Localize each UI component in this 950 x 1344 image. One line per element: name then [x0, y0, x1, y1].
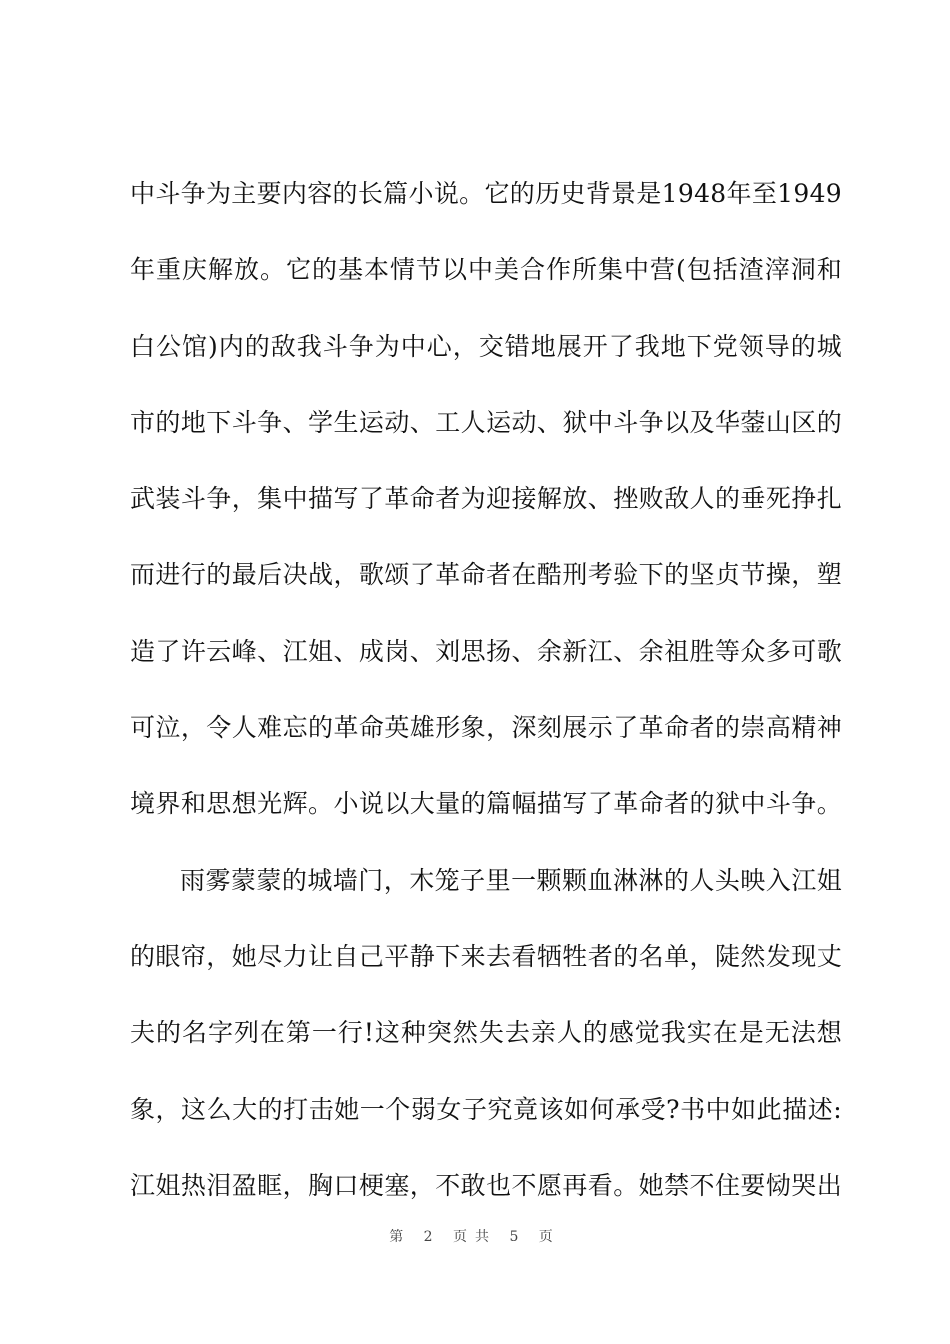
text-line: 年重庆解放。它的基本情节以中美合作所集中营(包括渣滓洞和: [130, 255, 842, 285]
page-number-footer: 第 2 页共 5 页: [389, 1229, 561, 1245]
text-line: 造了许云峰、江姐、成岗、刘思扬、余新江、余祖胜等众多可歌: [130, 636, 842, 666]
text-line: 白公馆)内的敌我斗争为中心，交错地展开了我地下党领导的城: [130, 331, 842, 361]
text-line: 的眼帘，她尽力让自己平静下来去看牺牲者的名单，陡然发现丈: [130, 941, 842, 971]
text-line: 中斗争为主要内容的长篇小说。它的历史背景是1948年至1949: [130, 179, 842, 208]
text-line: 武装斗争，集中描写了革命者为迎接解放、挫败敌人的垂死挣扎: [130, 484, 842, 514]
body-text: [130, 168, 842, 1236]
text-line: 而进行的最后决战，歌颂了革命者在酷刑考验下的坚贞节操，塑: [130, 560, 842, 590]
text-line: 象，这么大的打击她一个弱女子究竟该如何承受?书中如此描述:: [130, 1094, 842, 1124]
text-line: 可泣，令人难忘的革命英雄形象，深刻展示了革命者的崇高精神: [130, 713, 842, 743]
text-line: 江姐热泪盈眶，胸口梗塞，不敢也不愿再看。她禁不住要恸哭出: [130, 1170, 842, 1200]
paragraph-first-line: 雨雾蒙蒙的城墙门，木笼子里一颗颗血淋淋的人头映入江姐: [180, 865, 842, 895]
text-line: 夫的名字列在第一行!这种突然失去亲人的感觉我实在是无法想: [130, 1018, 842, 1048]
text-line: 市的地下斗争、学生运动、工人运动、狱中斗争以及华蓥山区的: [130, 407, 842, 437]
text-line: 境界和思想光辉。小说以大量的篇幅描写了革命者的狱中斗争。: [130, 789, 842, 819]
